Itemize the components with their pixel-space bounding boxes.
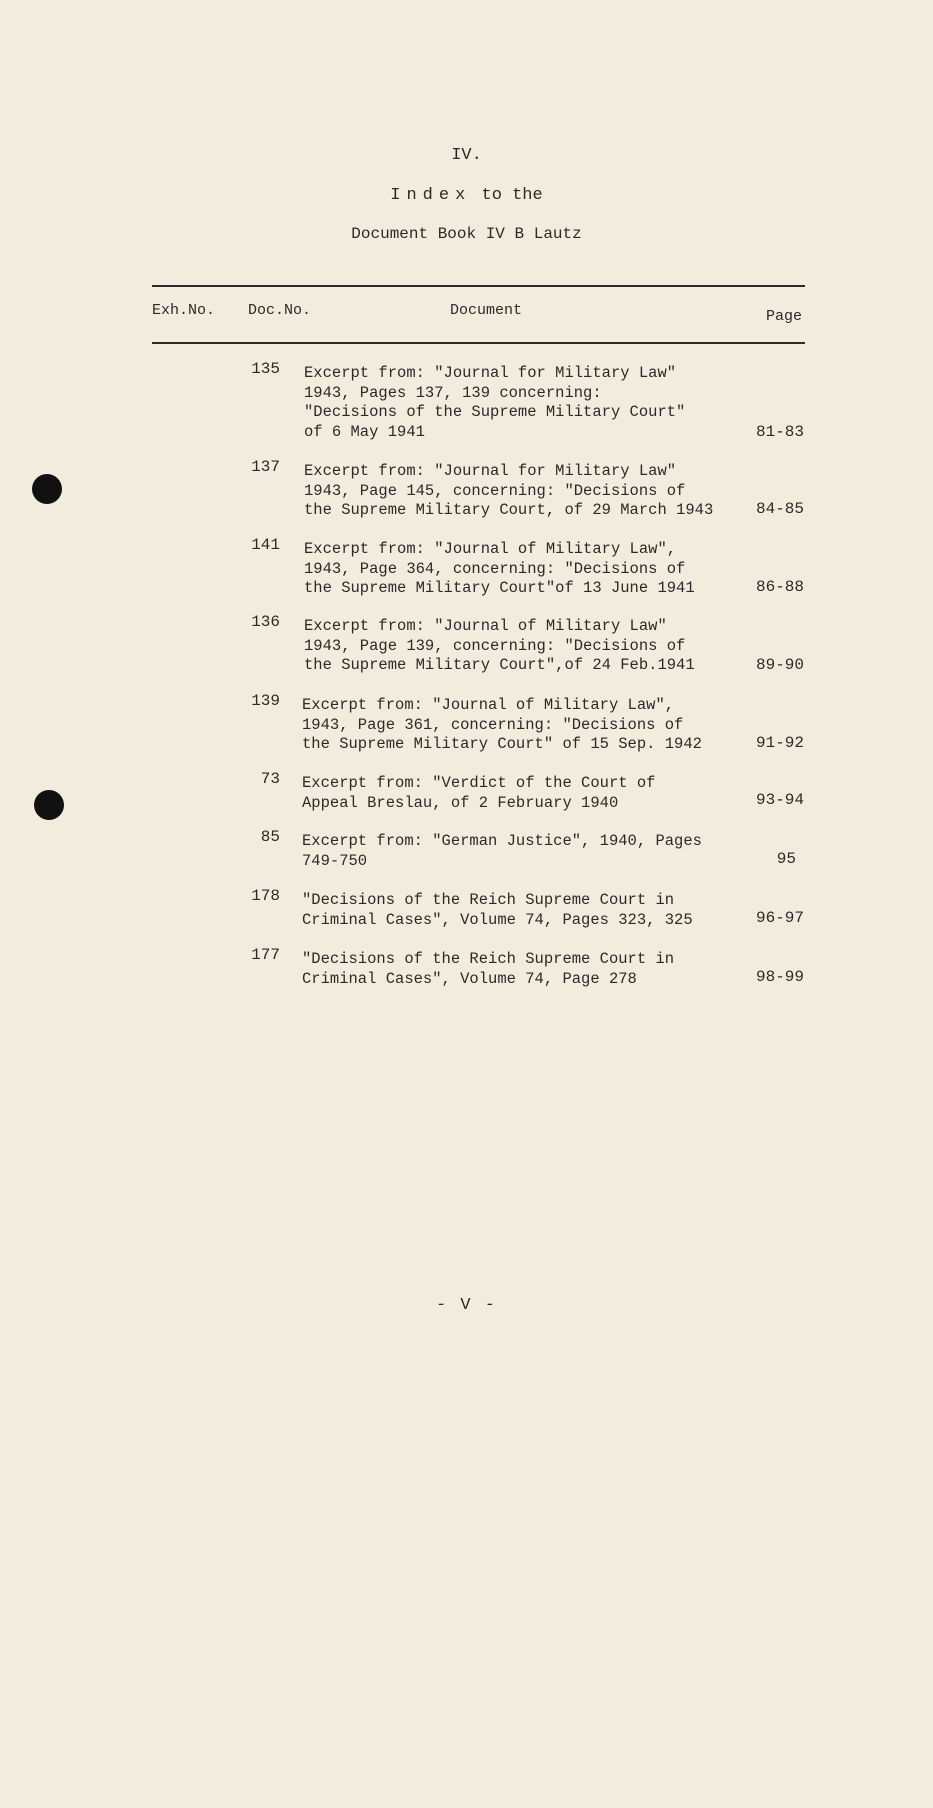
section-number: IV. [451,146,482,165]
document-book-title: Document Book IV B Lautz [351,225,582,243]
header-rule-bottom [152,342,805,344]
page-range: 98-99 [755,968,804,986]
doc-number: 178 [251,887,280,905]
header-rule-top [152,285,805,287]
page-footer-number: - V - [435,1296,497,1315]
page-range: 84-85 [755,500,804,518]
doc-number: 136 [251,613,280,631]
doc-number: 141 [251,536,280,554]
document-description: Excerpt from: "Journal for Military Law" 1943, Page 145, concerning: "Decisions of the Supreme Military Court, of 29 March 1943 [304,462,714,519]
document-description: Excerpt from: "Verdict of the Court of Appeal Breslau, of 2 February 1940 [302,774,656,812]
column-header-page: Page [766,308,803,325]
doc-number: 139 [251,692,280,710]
punch-hole-upper [32,474,62,504]
document-description: "Decisions of the Reich Supreme Court in Criminal Cases", Volume 74, Page 278 [302,950,675,988]
column-header-document: Document [450,302,523,319]
doc-number: 135 [251,360,280,378]
doc-number: 85 [260,828,280,846]
page-range: 89-90 [755,656,804,674]
page-range: 93-94 [755,791,804,809]
index-label: Index [390,186,472,205]
doc-number: 177 [251,946,280,964]
page-range: 91-92 [755,734,804,752]
document-description: Excerpt from: "Journal of Military Law", 1943, Page 364, concerning: "Decisions of the Supreme Military Court"of 13 June 1941 [304,540,695,597]
column-header-exh-no: Exh.No. [152,302,216,319]
page-range: 95 [776,850,796,868]
document-description: Excerpt from: "Journal of Military Law" 1943, Page 139, concerning: "Decisions of the Supreme Military Court",of 24 Feb.1941 [304,617,695,674]
page-range: 96-97 [755,909,804,927]
page-range: 86-88 [755,578,804,596]
document-description: Excerpt from: "Journal for Military Law" 1943, Pages 137, 139 concerning: "Decisions of the Supreme Military Court" of 6 May 1941 [304,364,686,441]
doc-number: 73 [260,770,280,788]
document-description: "Decisions of the Reich Supreme Court in Criminal Cases", Volume 74, Pages 323, 325 [302,891,693,929]
column-header-doc-no: Doc.No. [248,302,312,319]
document-description: Excerpt from: "German Justice", 1940, Pages 749-750 [302,832,702,870]
doc-number: 137 [251,458,280,476]
punch-hole-lower [34,790,64,820]
index-label-rest: to the [481,186,543,205]
page-range: 81-83 [755,423,804,441]
document-description: Excerpt from: "Journal of Military Law", 1943, Page 361, concerning: "Decisions of the Supreme Military Court" of 15 Sep. 1942 [302,696,702,753]
index-title [0,186,933,205]
